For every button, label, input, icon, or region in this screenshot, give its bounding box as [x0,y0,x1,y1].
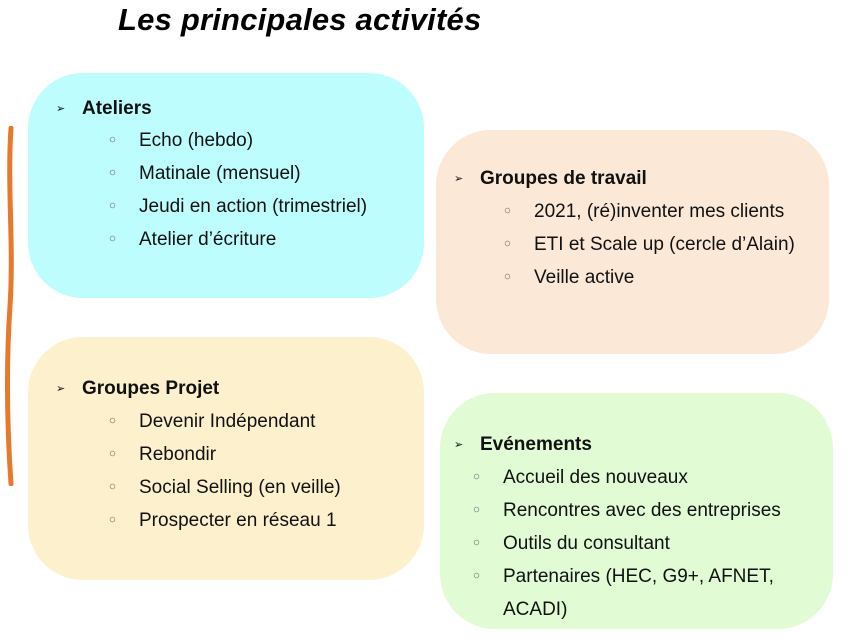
circle-bullet-icon [474,573,479,578]
ateliers-heading: ➢ Ateliers [56,98,152,119]
groupes-travail-heading: ➢ Groupes de travail [454,168,647,189]
list-item: Rencontres avec des entreprises [472,498,781,531]
arrow-bullet-icon: ➢ [454,173,464,185]
circle-bullet-icon [505,274,510,279]
list-item: Devenir Indépendant [108,409,341,442]
groupes-travail-list [503,199,795,298]
list-item: Outils du consultant [472,531,781,564]
circle-bullet-icon [474,474,479,479]
circle-bullet-icon [110,203,115,208]
slide-title: Les principales activités [118,2,482,37]
circle-bullet-icon [110,236,115,241]
evenements-list [472,465,781,630]
circle-bullet-icon [474,507,479,512]
circle-bullet-icon [110,170,115,175]
ateliers-list [108,128,367,260]
list-item: Prospecter en réseau 1 [108,508,341,541]
circle-bullet-icon [110,517,115,522]
list-item: Atelier d’écriture [108,227,367,260]
circle-bullet-icon [505,208,510,213]
circle-bullet-icon [110,418,115,423]
list-item: ETI et Scale up (cercle d’Alain) [503,232,795,265]
list-item-continuation: ACADI) [503,599,568,620]
list-item: Veille active [503,265,795,298]
list-item: Rebondir [108,442,341,475]
groupes-projet-list [108,409,341,541]
circle-bullet-icon [110,484,115,489]
circle-bullet-icon [474,540,479,545]
arrow-bullet-icon: ➢ [56,383,66,395]
list-item: Accueil des nouveaux [472,465,781,498]
circle-bullet-icon [505,241,510,246]
list-item: Matinale (mensuel) [108,161,367,194]
list-item: Partenaires (HEC, G9+, AFNET, [472,564,781,597]
circle-bullet-icon [110,451,115,456]
accent-line [4,126,18,486]
list-item: 2021, (ré)inventer mes clients [503,199,795,232]
list-item: Social Selling (en veille) [108,475,341,508]
circle-bullet-icon [110,137,115,142]
arrow-bullet-icon: ➢ [454,439,464,451]
arrow-bullet-icon: ➢ [56,103,66,115]
groupes-projet-heading: ➢ Groupes Projet [56,378,220,399]
list-item: Echo (hebdo) [108,128,367,161]
list-item: Jeudi en action (trimestriel) [108,194,367,227]
evenements-heading: ➢ Evénements [454,434,592,455]
